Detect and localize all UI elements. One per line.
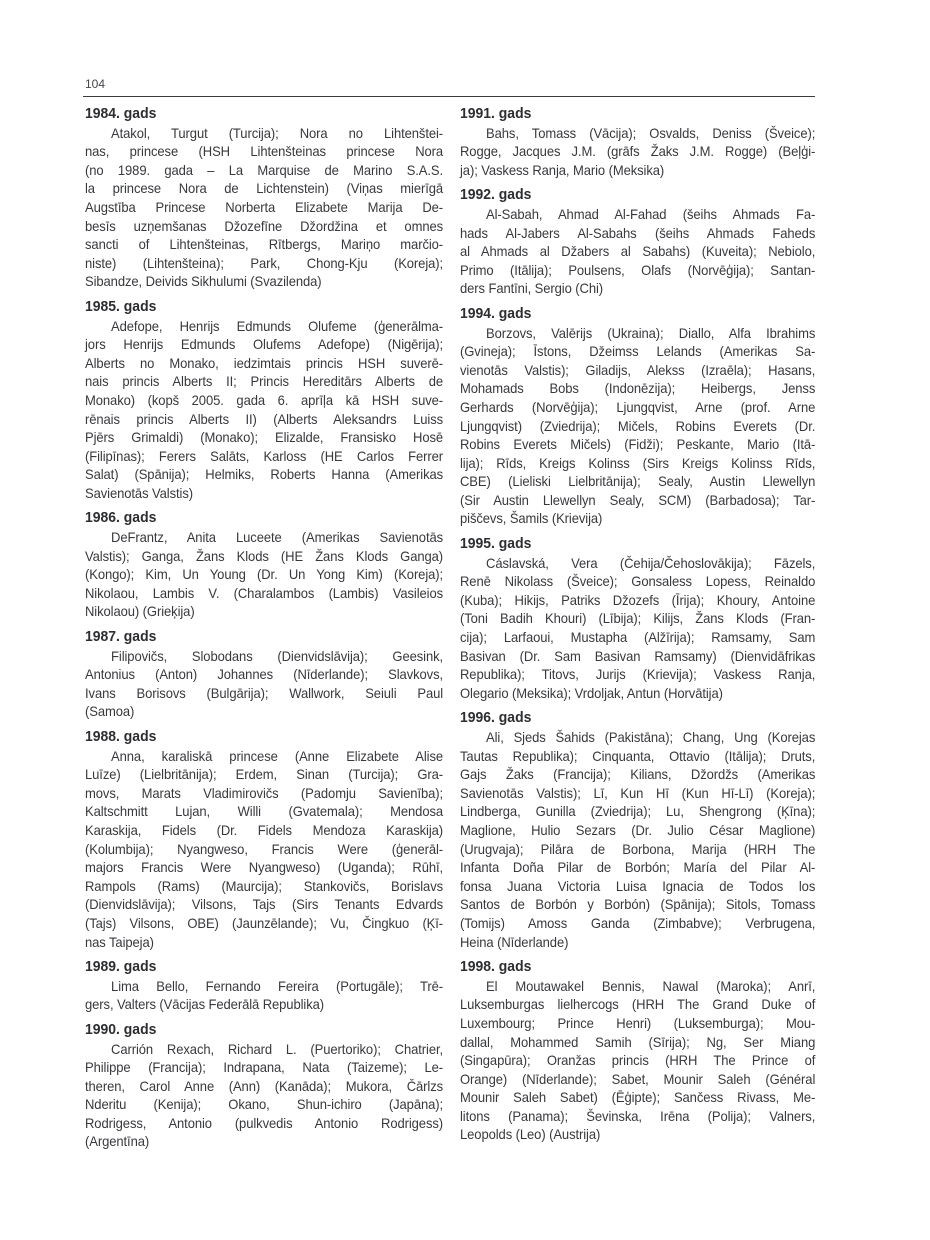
entry-line: (Singapūra); Oranžas princis (HRH The Prince of	[460, 1052, 816, 1069]
entry-line: Adefope, Henrijs Edmunds Olufeme (ģenerālma-	[111, 317, 444, 334]
entry-line: Salat) (Spānija); Helmiks, Roberts Hanna (Amerikas	[85, 466, 444, 483]
entry-line: Borzovs, Valērijs (Ukraina); Diallo, Alfa Ibrahims	[486, 324, 816, 341]
entry-line: vienotās Valstis); Giladijs, Alekss (Izraēla); Hasans,	[460, 361, 816, 378]
entry-line: ja); Vaskess Ranja, Mario (Meksika)	[460, 161, 665, 178]
column-left-content	[85, 105, 443, 1151]
entry-line: Al-Sabah, Ahmad Al-Fahad (šeihs Ahmads Fa-	[486, 205, 816, 222]
entry-line: (Argentīna)	[85, 1133, 150, 1150]
entry-line: (no 1989. gada – La Marquise de Marino S.A.S.	[85, 161, 444, 178]
entry-line: (Tajs) Vilsons, OBE) (Jaunzēlande); Vu, Čingkuo (Ķī-	[85, 914, 444, 931]
year-heading: 1989. gads	[85, 958, 157, 976]
entry-line: Maglione, Hulio Sezars (Dr. Julio César Maglione)	[460, 821, 816, 838]
entry-line: hads Al-Jabers Al-Sabahs (šeihs Ahmads Faheds	[460, 224, 816, 241]
column-left	[85, 105, 443, 1151]
entry-line: besīs uzņemšanas Džozefīne Džordžina et omnes	[85, 217, 444, 234]
entry-line: majors Francis Were Nyangweso) (Uganda); Rūhī,	[85, 859, 444, 876]
entry-line: Ljungqvist) (Zviedrija); Mičels, Robins Everets (Dr.	[460, 417, 816, 434]
entry-line: Infanta Doña Pilar de Borbón; María del Pilar Al-	[460, 859, 816, 876]
entry-line: nais princis Alberts II; Princis Hereditārs Alberts de	[85, 373, 444, 390]
entry-line: la princese Nora de Lichtenstein) (Viņas mierīgā	[85, 180, 444, 197]
year-heading: 1991. gads	[460, 105, 532, 122]
entry-line: piščevs, Šamils (Krievija)	[460, 510, 603, 527]
year-section	[460, 305, 815, 528]
year-heading: 1984. gads	[85, 105, 157, 122]
year-heading: 1985. gads	[85, 297, 157, 315]
entry-line: (Urugvaja); Pilāra de Borbona, Marija (HRH The	[460, 840, 816, 857]
entry-line: Nderitu (Kenija); Okano, Shun-ichiro (Japāna);	[85, 1096, 444, 1113]
entry-line: Robins Everets Mičels) (Fidži); Peskante, Mario (Itā-	[460, 436, 816, 453]
year-section	[460, 958, 815, 1144]
year-section	[85, 628, 443, 721]
entry-line: (Tomijs) Amoss Ganda (Zimbabve); Verbrugena,	[460, 914, 816, 931]
entry-line: Nikolaou) (Grieķija)	[85, 603, 195, 620]
entry-line: (Kongo); Kim, Un Young (Dr. Un Yong Kim) (Koreja);	[85, 566, 444, 583]
entry-line: Ali, Sjeds Šahids (Pakistāna); Chang, Ung (Korejas	[486, 729, 816, 745]
entry-line: Leopolds (Leo) (Austrija)	[460, 1126, 601, 1143]
entry-line: Anna, karaliskā princese (Anne Elizabete Alise	[111, 747, 444, 764]
entry-line: Renē Nikolass (Šveice); Gonsaless Lopess, Reinaldo	[460, 573, 816, 590]
entry-line: Lima Bello, Fernando Fereira (Portugāle); Trē-	[111, 977, 444, 994]
year-section	[460, 535, 815, 702]
entry-line: nas, princese (HSH Lihtenšteinas princese Nora	[85, 143, 444, 160]
year-heading: 1986. gads	[85, 509, 157, 527]
entry-line: Cáslavská, Vera (Čehija/Čehoslovākija); Fāzels,	[486, 554, 816, 571]
entry-line: Orange) (Nīderlande); Sabet, Mounir Saleh (Général	[460, 1070, 816, 1087]
entry-line: Lindberga, Gunilla (Zviedrija); Lu, Shengrong (Ķīna);	[460, 803, 816, 820]
entry-line: (Filipīnas); Ferers Salāts, Karloss (HE Carlos Ferrer	[85, 447, 444, 464]
year-section	[85, 958, 443, 1014]
entry-line: Rogge, Jacques J.M. (grāfs Žaks J.M. Rogge) (Beļģi-	[460, 143, 816, 160]
entry-line: lija); Rīds, Kreigs Kolinss (Sirs Kreigs Kolinss Rīds,	[460, 454, 816, 471]
page-number: 104	[85, 77, 106, 91]
entry-line: (Toni Badih Khouri) (Lībija); Kilijs, Žans Klods (Fran-	[460, 610, 816, 627]
entry-line: Savienotās Valstis); Lī, Kun Hī (Kun Hī-Lī) (Koreja);	[460, 784, 816, 801]
entry-line: Santos de Borbón y Borbón) (Spānija); Sitols, Tomass	[460, 896, 816, 913]
entry-line: (Kuba); Hikijs, Patriks Džozefs (Īrija); Khoury, Antoine	[460, 591, 816, 608]
entry-line: movs, Marats Vladimirovičs (Padomju Savienība);	[85, 784, 444, 801]
entry-line: Rodrigess, Antonio (pulkvedis Antonio Rodrigess)	[85, 1114, 444, 1131]
column-right	[460, 105, 815, 1144]
entry-line: nas Taipeja)	[85, 933, 154, 950]
entry-line: Olegario (Meksika); Vrdoljak, Antun (Horvātija)	[460, 684, 723, 701]
year-heading: 1992. gads	[460, 186, 532, 204]
year-section	[460, 186, 815, 298]
year-section	[85, 298, 443, 503]
year-heading: 1994. gads	[460, 304, 532, 322]
entry-line: Monako) (kopš 2005. gada 6. aprīļa kā HSH suve-	[85, 391, 444, 408]
year-heading: 1996. gads	[460, 709, 532, 727]
entry-line: Luxembourg; Prince Henri) (Luksemburga); Mou-	[460, 1014, 816, 1031]
entry-line: Atakol, Turgut (Turcija); Nora no Lihtenštei-	[111, 124, 444, 141]
entry-line: Karaskija, Fidels (Dr. Fidels Mendoza Karaskija)	[85, 821, 444, 838]
entry-line: Carrión Rexach, Richard L. (Puertoriko); Chatrier,	[111, 1040, 444, 1057]
year-heading: 1990. gads	[85, 1020, 157, 1038]
entry-line: Tautas Republika); Cinquanta, Ottavio (Itālija); Druts,	[460, 747, 816, 764]
entry-line: DeFrantz, Anita Luceete (Amerikas Savienotās	[111, 529, 444, 546]
entry-line: theren, Carol Anne (Ann) (Kanāda); Mukora, Čārlzs	[85, 1077, 444, 1094]
entry-line: Republika); Titovs, Jurijs (Krievija); Vaskess Ranja,	[460, 666, 816, 683]
entry-line: (Sir Austin Llewellyn Sealy, SCM) (Barbadosa); Tar-	[460, 491, 816, 508]
year-section	[460, 105, 815, 179]
entry-line: fonsa Juana Victoria Luisa Ignacia de Todos los	[460, 877, 816, 894]
entry-line: Savienotās Valstis)	[85, 484, 193, 501]
entry-line: El Moutawakel Bennis, Nawal (Maroka); Anrī,	[486, 977, 816, 994]
entry-line: Philippe (Francija); Indrapana, Nata (Taizeme); Le-	[85, 1059, 444, 1076]
year-section	[460, 709, 815, 951]
entry-line: Sibandze, Deivids Sikhulumi (Svazilenda)	[85, 273, 322, 290]
entry-line: al Ahmads al Džabers al Sabahs) (Kuveita); Nebiolo,	[460, 243, 816, 260]
entry-line: Luīze) (Lielbritānija); Erdem, Sinan (Turcija); Gra-	[85, 766, 444, 783]
entry-line: dallal, Mohammed Samih (Sīrija); Ng, Ser Miang	[460, 1033, 816, 1050]
entry-line: litons (Panama); Ševinska, Irēna (Polija); Valners,	[460, 1107, 816, 1124]
entry-line: niste) (Lihtenšteina); Park, Chong-Kju (Koreja);	[85, 254, 444, 271]
entry-line: cija); Larfaoui, Mustapha (Alžīrija); Ramsamy, Sam	[460, 629, 816, 646]
entry-line: (Gvineja); Īstons, Džeimss Lelands (Amerikas Sa-	[460, 343, 816, 360]
entry-line: Gerhards (Norvēģija); Ljungqvist, Arne (prof. Arne	[460, 398, 816, 415]
entry-line: ders Fantīni, Sergio (Chi)	[460, 280, 604, 297]
entry-line: Rampols (Rams) (Maurcija); Stankovičs, Borislavs	[85, 877, 444, 894]
entry-line: Ivans Borisovs (Bulgārija); Wallwork, Seiuli Paul	[85, 684, 444, 701]
entry-line: Mohamads Bobs (Indonēzija); Heibergs, Jenss	[460, 380, 816, 397]
entry-line: Primo (Itālija); Poulsens, Olafs (Norvēģija); Santan-	[460, 261, 816, 278]
year-heading: 1998. gads	[460, 958, 532, 976]
entry-line: rēnais princis Alberts II) (Alberts Aleksandrs Luiss	[85, 410, 444, 427]
year-section	[85, 509, 443, 621]
column-right-content	[460, 105, 815, 1144]
entry-line: Kaltschmitt Lujan, Willi (Gvatemala); Mendosa	[85, 803, 444, 820]
year-section	[85, 105, 443, 291]
entry-line: CBE) (Lieliski Lielbritānija); Sealy, Austin Llewellyn	[460, 473, 816, 490]
entry-line: Gajs Žaks (Francija); Kilians, Džordžs (Amerikas	[460, 766, 816, 783]
entry-line: Luksemburgas lielhercogs (HRH The Grand Duke of	[460, 996, 816, 1013]
entry-line: Nikolaou, Lambis V. (Charalambos (Lambis) Vasileios	[85, 584, 444, 601]
entry-line: jors Henrijs Edmunds Olufems Adefope) (Nigērija);	[85, 336, 444, 353]
entry-line: Antonius (Anton) Johannes (Nīderlande); Slavkovs,	[85, 666, 444, 683]
entry-line: Mounir Saleh Sabet) (Ēģipte); Sančess Rivass, Me-	[460, 1089, 816, 1106]
year-heading: 1988. gads	[85, 728, 157, 745]
entry-line: gers, Valters (Vācijas Federālā Republika)	[85, 996, 325, 1013]
entry-line: (Samoa)	[85, 703, 135, 720]
year-section	[85, 1021, 443, 1151]
entry-line: Filipovičs, Slobodans (Dienvidslāvija); Geesink,	[111, 647, 444, 664]
entry-line: Bahs, Tomass (Vācija); Osvalds, Deniss (Šveice);	[486, 124, 816, 141]
year-heading: 1987. gads	[85, 628, 157, 646]
year-heading: 1995. gads	[460, 535, 532, 553]
entry-line: Alberts no Monako, iedzimtais princis HSH suverē-	[85, 354, 444, 371]
entry-line: Augstība Princese Norberta Elizabete Marija De-	[85, 198, 444, 215]
entry-line: (Kolumbija); Nyangweso, Francis Were (ģenerāl-	[85, 840, 444, 857]
entry-line: Pjērs Grimaldi) (Monako); Elizalde, Fransisko Hosē	[85, 429, 444, 446]
entry-line: Valstis); Ganga, Žans Klods (HE Žans Klods Ganga)	[85, 547, 444, 564]
entry-line: sancti of Lihtenšteinas, Rītbergs, Mariņo marčio-	[85, 236, 444, 253]
entry-line: Basivan (Dr. Sam Basivan Ramsamy) (Dienvidāfrikas	[460, 647, 816, 664]
entry-line: (Dienvidslāvija); Vilsons, Tajs (Sirs Tenants Edvards	[85, 896, 444, 913]
year-section	[85, 728, 443, 951]
entry-line: Heina (Nīderlande)	[460, 933, 569, 950]
header-rule	[83, 96, 815, 97]
